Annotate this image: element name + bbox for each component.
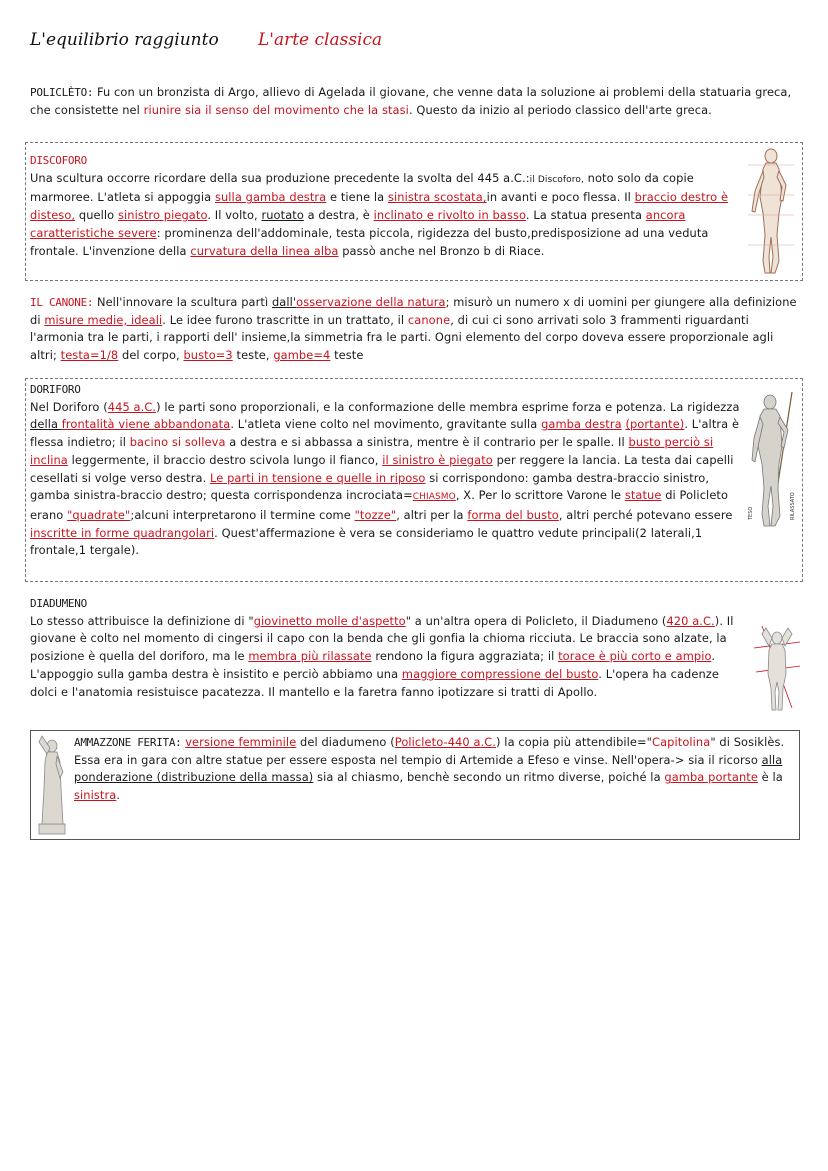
text: , di cui ci sono arrivati solo 3 frammenti riguardanti l'armonia tra le parti, i rapporti dell' insieme,la simmetria fra le parti. Ogni elemento del corpo doveva essere proporzionale agli altri; xyxy=(30,312,774,363)
text: ). Il giovane è colto nel momento di cingersi il capo con la benda che gli gonfia la chioma ricciuta. Le braccia sono alzate, la posizione è quella del doriforo, ma le xyxy=(30,613,734,664)
text: passò anche nel Bronzo b di Riace. xyxy=(338,243,545,258)
text: del corpo, xyxy=(118,348,184,363)
text: " di Sosiklès. Essa era in gara con altre statue per essere esposta nel tempio di Artemide a Efeso e vinse. Nell'opera-> sia il ricorso xyxy=(74,735,785,767)
text: . xyxy=(116,788,121,803)
text-small: il Discoforo, xyxy=(529,174,584,185)
highlight: versione femminile xyxy=(185,735,297,749)
highlight: sinistro piegato xyxy=(117,208,208,223)
text: rendono la figura aggraziata; il xyxy=(371,649,559,664)
highlight: osservazione della natura xyxy=(296,295,446,309)
section-label: POLICLÈTO: xyxy=(30,86,94,99)
highlight: inclinato e rivolto in basso xyxy=(373,208,526,223)
text: . Il volto, xyxy=(207,208,262,223)
section-canone xyxy=(30,294,800,365)
highlight: misure medie, ideali xyxy=(44,312,163,327)
text: a destra e si abbassa a sinistra, mentre è il contrario per le spalle. Il xyxy=(225,435,629,450)
highlight: "tozze" xyxy=(354,507,397,522)
highlight: bacino si solleva xyxy=(129,435,226,450)
text: si corrispondono: gamba destra-braccio sinistro, gamba sinistra-braccio destro; questa corrispondenza incrociata= xyxy=(30,470,710,503)
highlight: braccio destro è disteso, xyxy=(30,190,729,223)
highlight: CHIASMO xyxy=(412,492,456,503)
doriforo-statue-image xyxy=(742,390,800,530)
highlight: sinistra xyxy=(74,788,117,803)
highlight: "quadrate" xyxy=(67,507,131,522)
text: e tiene la xyxy=(326,190,388,205)
highlight: curvatura della linea alba xyxy=(190,243,339,258)
highlight: frontalità viene abbandonata xyxy=(61,417,231,432)
rilassato-label: RILASSATO xyxy=(790,492,796,520)
text: ) le parti sono proporzionali, e la conformazione delle membra esprime forza e potenza. La rigidezza xyxy=(156,399,740,414)
text: è la xyxy=(757,770,783,785)
highlight: alla ponderazione (distribuzione della massa) xyxy=(74,752,783,785)
diadumeno-statue-image xyxy=(752,622,802,714)
text: teste xyxy=(330,348,364,363)
section-label: DORIFORO xyxy=(30,383,81,396)
text: leggermente, il braccio destro scivola lungo il fianco, xyxy=(67,452,383,467)
text: " a un'altra opera di Policleto, il Diadumeno ( xyxy=(405,613,667,628)
highlight: sulla gamba destra xyxy=(214,190,327,205)
text: teste, xyxy=(232,348,274,363)
text: . L'altra è flessa indietro; il xyxy=(30,417,740,450)
highlight: maggiore compressione del busto xyxy=(401,666,599,681)
text: . L'appoggio sulla gamba destra è insistito e perciò abbiamo una xyxy=(30,649,716,681)
text: Lo stesso attribuisce la definizione di " xyxy=(30,613,254,628)
text: sia al chiasmo, benchè secondo un ritmo diverse, poiché la xyxy=(313,770,665,785)
teso-label: TESO xyxy=(748,506,754,520)
text: ;alcuni interpretarono il termine come xyxy=(130,507,355,522)
page-title: L'equilibrio raggiunto xyxy=(30,30,219,50)
text: , altri perché potevano essere xyxy=(558,507,733,522)
highlight: gamba destra xyxy=(541,417,622,432)
text: . L'opera ha cadenze dolci e l'anatomia resistuisce pacatezza. Il mantello e la faretra fanno ipotizzare si tratti di Apollo. xyxy=(30,666,719,699)
text: Fu con un bronzista di Argo, allievo di Agelada il giovane, che venne data la soluzione ai problemi della statuaria greca, che consistette nel xyxy=(30,85,792,117)
page-subtitle: L'arte classica xyxy=(258,30,383,50)
text: . Le idee furono trascritte in un trattato, il xyxy=(162,312,408,327)
amazzone-statue-image xyxy=(33,732,71,836)
section-label: DISCOFORO xyxy=(30,154,87,167)
highlight: forma del busto xyxy=(467,507,559,522)
highlight: 420 a.C. xyxy=(666,613,715,628)
text: ; misurò un numero x di uomini per giungere alla definizione di xyxy=(30,295,797,327)
highlight: inscritte in forme quadrangolari xyxy=(30,525,215,540)
highlight: torace è più corto e ampio xyxy=(558,649,712,664)
text: in avanti e poco flessa. Il xyxy=(486,190,635,205)
highlight: busto=3 xyxy=(183,348,233,363)
highlight: giovinetto molle d'aspetto xyxy=(253,613,406,628)
discoforo-statue-image xyxy=(746,145,796,277)
text: ) la copia più attendibile=" xyxy=(496,735,653,749)
highlight: gamba portante xyxy=(664,770,758,785)
text: del diadumeno ( xyxy=(296,735,395,749)
highlight: dall' xyxy=(271,295,297,309)
text: , altri per la xyxy=(396,507,468,522)
highlight: sinistra scostata, xyxy=(387,190,487,205)
text: di Policleto erano xyxy=(30,488,729,522)
highlight: riunire sia il senso del movimento che la stasi xyxy=(143,102,409,117)
section-label: DIADUMENO xyxy=(30,597,87,610)
text: Nel Doriforo ( xyxy=(30,399,108,414)
highlight: statue xyxy=(624,488,662,503)
section-policleto xyxy=(30,84,798,119)
text: , X. Per lo scrittore Varone le xyxy=(455,488,625,503)
highlight: busto perciò si inclina xyxy=(30,435,714,467)
highlight: il sinistro è piegato xyxy=(382,452,493,467)
text: : prominenza dell'addominale, testa piccola, rigidezza del busto,predisposizione ad una veduta frontale. L'invenzione della xyxy=(30,225,709,258)
section-label: AMMAZZONE FERITA: xyxy=(74,736,182,749)
highlight: canone xyxy=(407,312,451,327)
highlight: della xyxy=(30,417,62,432)
section-discoforo xyxy=(30,152,742,260)
highlight: Le parti in tensione e quelle in riposo xyxy=(210,470,426,485)
text: . L'atleta viene colto nel movimento, gravitante sulla xyxy=(230,417,542,432)
highlight: testa=1/8 xyxy=(60,348,119,363)
highlight: (portante) xyxy=(625,417,685,432)
section-diadumeno xyxy=(30,595,742,701)
text: a destra, è xyxy=(303,208,374,223)
highlight: 445 a.C. xyxy=(107,399,157,414)
highlight: membra più rilassate xyxy=(248,649,372,664)
section-amazzone xyxy=(74,734,796,805)
highlight: Capitolina xyxy=(652,735,711,749)
highlight: Policleto-440 a.C. xyxy=(394,735,497,749)
section-label: IL CANONE: xyxy=(30,296,94,309)
highlight: gambe=4 xyxy=(273,348,331,363)
text: . La statua presenta xyxy=(525,208,646,223)
text: noto solo da copie marmoree. L'atleta si appoggia xyxy=(30,170,694,205)
text: per reggere la lancia. La testa dai capelli cesellati si volge verso destra. xyxy=(30,452,734,485)
text: Nell'innovare la scultura partì xyxy=(93,295,272,309)
highlight: ruotato xyxy=(261,208,304,223)
text: . Questo da inizio al periodo classico dell'arte greca. xyxy=(408,102,712,117)
highlight: ancora caratteristiche severe xyxy=(30,208,686,240)
text: Una scultura occorre ricordare della sua produzione precedente la svolta del 445 a.C.: xyxy=(30,170,530,185)
section-doriforo xyxy=(30,381,742,560)
text: quello xyxy=(75,208,118,223)
text: . Quest'affermazione è vera se consideriamo le quattro vedute principali(2 laterali,1 frontale,1 tergale). xyxy=(30,525,703,558)
